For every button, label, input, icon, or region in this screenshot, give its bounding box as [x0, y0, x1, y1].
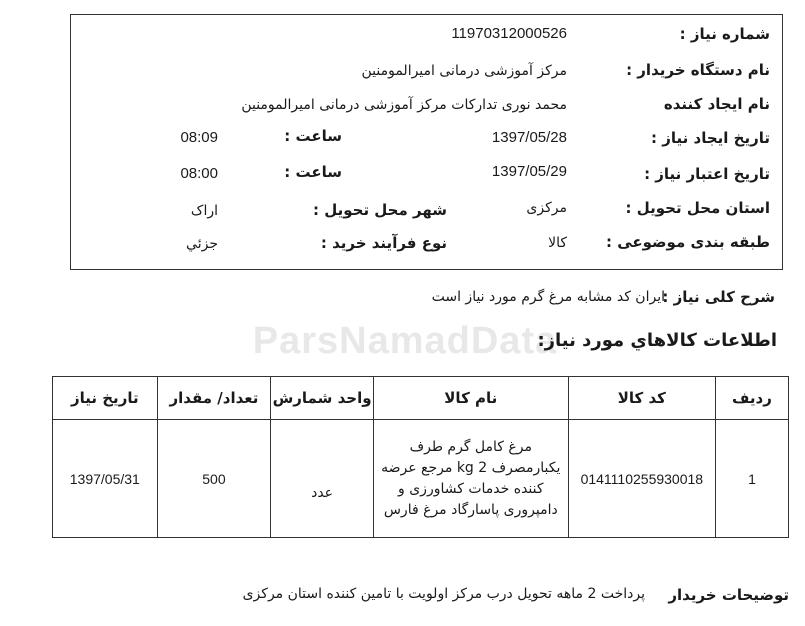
buyer-notes-label: توضیحات خریدار	[668, 586, 789, 604]
need-info-box	[70, 14, 783, 270]
goods-table-header	[53, 377, 789, 420]
cell-need-date: 1397/05/31	[53, 420, 158, 538]
cell-goods-code: 0141110255930018	[568, 420, 715, 538]
process-label: نوع فرآیند خرید :	[320, 234, 447, 252]
cell-quantity: 500	[157, 420, 271, 538]
need-number-value: 11970312000526	[451, 25, 567, 42]
header-row-number: ردیف	[715, 377, 788, 420]
header-goods-name: نام کالا	[373, 377, 568, 420]
valid-time-value: 08:00	[180, 165, 218, 182]
creator-label: نام ایجاد کننده	[663, 95, 770, 113]
buyer-org-label: نام دستگاه خریدار :	[626, 61, 770, 79]
header-quantity: تعداد/ مقدار	[157, 377, 271, 420]
creator-value: محمد نوری تدارکات مرکز آموزشی درمانی امیرالمومنین	[241, 97, 567, 113]
goods-section-title: اطلاعات کالاهاي مورد نیاز:	[537, 330, 777, 351]
cell-goods-name: مرغ کامل گرم طرف یکبارمصرف 2 kg مرجع عرضه کننده خدمات کشاورزی و دامپروری پاسارگاد مرغ فارس	[373, 420, 568, 538]
valid-date-label: تاریخ اعتبار نیاز :	[644, 165, 770, 183]
province-value: مرکزی	[526, 200, 567, 216]
valid-time-label: ساعت :	[284, 163, 342, 181]
create-date-value: 1397/05/28	[491, 129, 567, 146]
process-value: جزئي	[186, 236, 218, 252]
header-unit: واحد شمارش	[271, 377, 374, 420]
category-label: طبقه بندی موضوعی :	[606, 233, 770, 251]
create-date-label: تاریخ ایجاد نیاز :	[651, 129, 770, 147]
watermark-text: ParsNamadData	[252, 320, 558, 362]
header-need-date: تاریخ نیاز	[53, 377, 158, 420]
cell-row-number: 1	[715, 420, 788, 538]
city-label: شهر محل تحویل :	[312, 201, 447, 219]
need-number-label: شماره نیاز :	[679, 25, 770, 43]
goods-table	[52, 376, 789, 538]
create-time-label: ساعت :	[284, 127, 342, 145]
cell-unit: عدد	[271, 420, 374, 538]
buyer-notes-text: پرداخت 2 ماهه تحویل درب مرکز اولویت با تامین کننده استان مرکزی	[242, 586, 645, 602]
summary-label: شرح کلی نیاز :	[662, 288, 775, 306]
category-value: کالا	[548, 235, 567, 251]
buyer-org-value: مرکز آموزشی درمانی امیرالمومنین	[361, 63, 567, 79]
summary-text: ایران کد مشابه مرغ گرم مورد نیاز است	[431, 289, 665, 305]
table-row	[53, 420, 789, 538]
create-time-value: 08:09	[180, 129, 218, 146]
city-value: اراک	[190, 203, 218, 219]
header-goods-code: کد کالا	[568, 377, 715, 420]
province-label: استان محل تحویل :	[625, 199, 770, 217]
valid-date-value: 1397/05/29	[491, 163, 567, 180]
